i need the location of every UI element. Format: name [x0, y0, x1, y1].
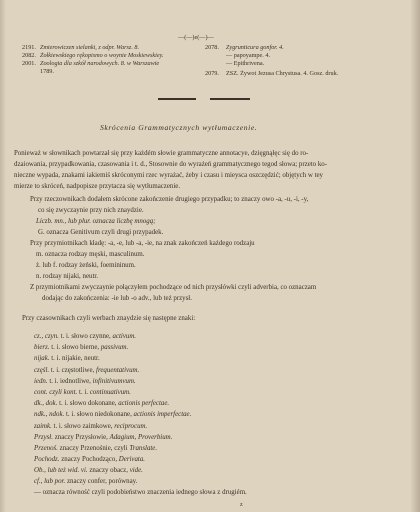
- abbreviation-entry: [34, 478, 137, 486]
- rule-line: dodając do zakończenia: -ie lub -o adv., lub też przysł.: [42, 295, 192, 302]
- abbreviation-meaning: t. i.: [78, 389, 88, 396]
- abbreviation-latin: actionis imperfectae.: [133, 411, 192, 418]
- abbreviation-entry: [34, 344, 128, 352]
- rule-line: n. rodzay nijaki, neutr.: [36, 273, 98, 280]
- abbreviation-meaning: znaczy Przysłowie,: [54, 434, 108, 441]
- header-ornament: —(—)e(—)—: [178, 34, 214, 41]
- rule-line: G. oznacza Genitivum czyli drugi przypadek.: [38, 229, 164, 236]
- abbreviation-latin: vide.: [129, 467, 143, 474]
- abbreviation-latin: passivum.: [100, 344, 129, 351]
- abbreviation-entry: [34, 355, 100, 363]
- abbreviation-meaning: t. i. słowo dokonane,: [59, 400, 117, 407]
- rule-line: Przy przymiotnikach kładę: -a, -e, lub -a, -ie, na znak zakończeń każdego rodzaju: [30, 240, 255, 247]
- abbreviation-entry: [34, 400, 169, 408]
- abbreviation: cont. czyli kont.: [34, 389, 78, 396]
- abbreviation: ndk., ndok.: [34, 411, 65, 418]
- abbreviation: iedn.: [34, 378, 48, 385]
- rule-line: m. oznacza rodzay męski, masculinum.: [36, 251, 145, 258]
- abbreviation-entry: [34, 445, 157, 453]
- rule-line: ż. lub f. rodzay żeński, foemininum.: [36, 262, 136, 269]
- ref-text: — papoyampe. 4.: [226, 52, 270, 59]
- paragraph-line: dzaiowania, przypadkowania, czasowania i t. d., Stosownie do wyrażeń grammatycznego tegod słowa; przeto ko-: [14, 161, 328, 168]
- ref-text: Zmierowiczen sielanki, z odpr. Warsz. 8.: [40, 44, 140, 51]
- abbreviation-meaning: oznacza równość czyli podobieństwo znaczenia iednego słowa z drugiém.: [42, 489, 247, 496]
- abbreviation-latin: Adagium, Proverbium.: [109, 434, 173, 441]
- abbreviation-entry: [34, 489, 247, 497]
- abbreviation: zaimk.: [34, 423, 52, 430]
- ref-text: Zoologia dla szkół narodowych. 8. w Warszawie: [40, 60, 160, 67]
- section-title: Skrócenia Grammatycznych wytłumaczenie.: [100, 123, 258, 132]
- ref-number: 2078.: [205, 44, 219, 51]
- paragraph-line: Ponieważ w słownikach powtarzał się przy każdém słowie grammatyczne annotacye, dzięgnąłęc się do ro-: [14, 150, 309, 157]
- abbreviation: nijak.: [34, 355, 50, 362]
- abbreviation-latin: frequentativum.: [96, 367, 140, 374]
- abbreviation-entry: [34, 434, 172, 442]
- abbreviation: Przenoś.: [34, 445, 58, 452]
- paragraph-line: nieczne wypada, znakami iakiemiś skróconymi rzec wyrażać, żeby i czasu i mieysca oszczędzić; objętych w tey: [14, 172, 323, 179]
- abbreviation-meaning: t. i. częstotliwe,: [50, 367, 95, 374]
- rule-line: Przy rzeczownikach dodałem skrócone zakończenie drugiego przypadku; to znaczy owo -a, -u, -i, -y,: [30, 196, 309, 203]
- abbreviation-meaning: znaczy obacz,: [89, 467, 128, 474]
- abbreviation-entry: [34, 423, 147, 431]
- abbreviation: —: [34, 489, 41, 496]
- abbreviation-latin: Derivata.: [118, 456, 146, 463]
- ref-number: 2001.: [22, 60, 36, 67]
- abbreviation-meaning: t. i. słowo niedokonane,: [65, 411, 132, 418]
- ref-text: Żołkiewskiego rękopismo o woynie Moskiewskiey.: [40, 52, 164, 59]
- verb-heading: Przy czasownikach czyli werbach znaydzie się następne znaki:: [22, 315, 196, 322]
- ref-number: 2191.: [22, 44, 36, 51]
- abbreviation: cf., lub por.: [34, 478, 66, 485]
- ref-text: 1789.: [40, 68, 54, 75]
- abbreviation-latin: infinitivumvum.: [92, 378, 136, 385]
- abbreviation-meaning: znaczy Pochodząco,: [61, 456, 118, 463]
- abbreviation: Przysł.: [34, 434, 53, 441]
- abbreviation-entry: [34, 389, 131, 397]
- divider-rule-left: [158, 98, 196, 100]
- page-edge-shadow: [410, 0, 420, 512]
- abbreviation-entry: [34, 467, 143, 475]
- ref-number: 2082.: [22, 52, 36, 59]
- abbreviation: częśl.: [34, 367, 50, 374]
- rule-line: co się zwyczaynie przy nich znaydzie.: [38, 207, 144, 214]
- signature-mark: z: [240, 501, 243, 508]
- rule-line: Liczb. mn., lub plur. oznacza liczbę mnogą;: [36, 218, 156, 225]
- abbreviation-meaning: t. i. słowo bierne,: [51, 344, 100, 351]
- abbreviation-entry: [34, 367, 139, 375]
- rule-line: Z przymiotnikami zwyczaynie połączyłem pochodzące od nich przysłówki czyli adverbia, co oznaczam: [30, 284, 317, 291]
- ref-number: 2079.: [205, 70, 219, 77]
- abbreviation-meaning: t. i. iednotliwe,: [49, 378, 91, 385]
- divider-rule-right: [210, 98, 250, 100]
- abbreviation-meaning: t. i. słowo czynne,: [60, 333, 111, 340]
- abbreviation-latin: continuativum.: [89, 389, 131, 396]
- abbreviation-entry: [34, 333, 136, 341]
- ref-text: — Epithrivena.: [226, 60, 265, 67]
- abbreviation-entry: [34, 411, 191, 419]
- abbreviation-meaning: znaczy confer, porównay.: [66, 478, 138, 485]
- abbreviation-meaning: t. i. słowo zaimkowe,: [53, 423, 113, 430]
- binding-shadow: [0, 0, 6, 512]
- abbreviation: dk., dok.: [34, 400, 58, 407]
- abbreviation-latin: actionis perfectae.: [118, 400, 170, 407]
- abbreviation-latin: Translate.: [129, 445, 158, 452]
- ref-text: ZSZ. Żywot Jezusa Chrystusa. 4. Gosz. druk.: [226, 70, 339, 77]
- abbreviation-latin: reciprocum.: [114, 423, 148, 430]
- abbreviation: Pochodz.: [34, 456, 60, 463]
- abbreviation-meaning: znaczy Przenośnie, czyli: [59, 445, 128, 452]
- abbreviation-entry: [34, 456, 145, 464]
- abbreviation: bierz.: [34, 344, 50, 351]
- abbreviation-meaning: t. i. nijakie, neutr.: [51, 355, 100, 362]
- abbreviation-entry: [34, 378, 136, 386]
- abbreviation: Ob., lub też wid. vi.: [34, 467, 88, 474]
- ref-text: Zygrunticura gonfor. 4.: [226, 44, 284, 51]
- abbreviation-latin: activum.: [112, 333, 137, 340]
- abbreviation: cz., czyn.: [34, 333, 59, 340]
- paragraph-line: mierze to skróceń, nadpopisze przytacza się wytłumaczenie.: [14, 183, 181, 190]
